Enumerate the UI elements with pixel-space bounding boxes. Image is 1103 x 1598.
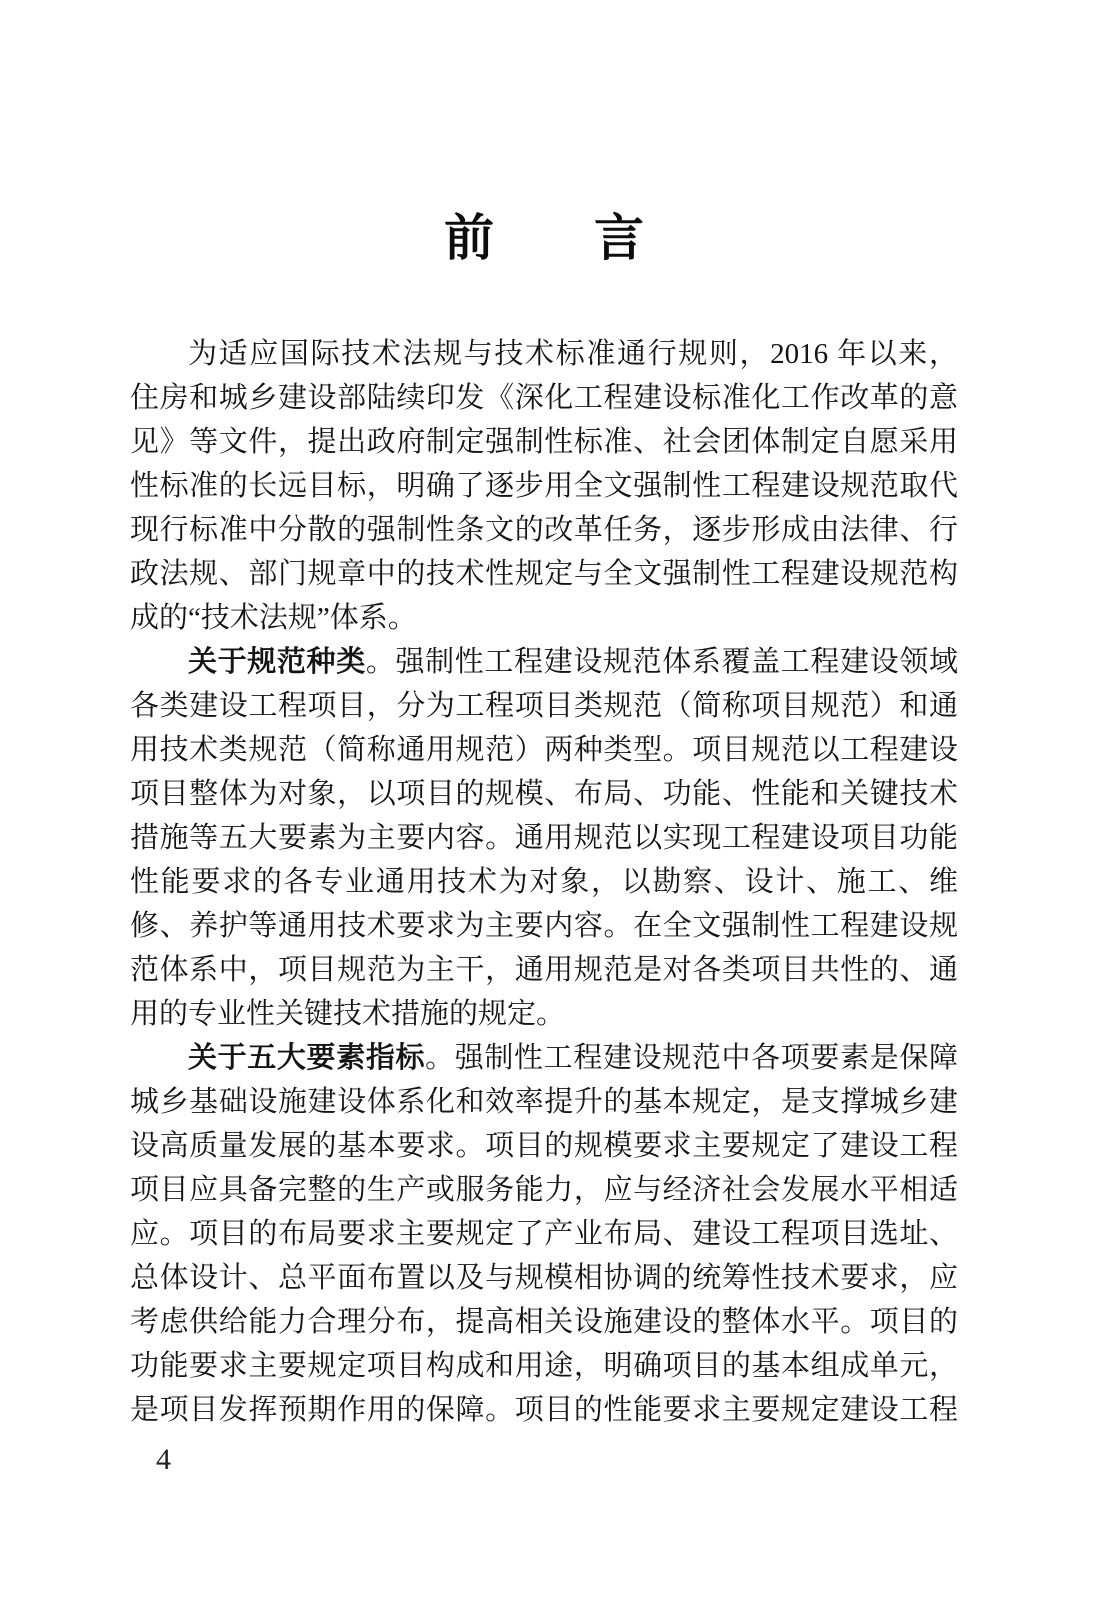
text-line: 现行标准中分散的强制性条文的改革任务，逐步形成由法律、行 [130, 514, 958, 546]
text-line: 政法规、部门规章中的技术性规定与全文强制性工程建设规范构 [130, 558, 958, 590]
text-line: 修、养护等通用技术要求为主要内容。在全文强制性工程建设规 [130, 910, 958, 942]
text-line: 成的“技术法规”体系。 [130, 602, 417, 634]
text-line: 项目应具备完整的生产或服务能力，应与经济社会发展水平相适 [130, 1174, 958, 1206]
text-line: 用的专业性关键技术措施的规定。 [130, 998, 566, 1030]
text-line: 措施等五大要素为主要内容。通用规范以实现工程建设项目功能 [130, 822, 958, 854]
bold-lead-in: 关于规范种类 [188, 646, 366, 678]
text-line: 应。项目的布局要求主要规定了产业布局、建设工程项目选址、 [130, 1218, 958, 1250]
page-number: 4 [156, 1443, 171, 1476]
text-line: 为适应国际技术法规与技术标准通行规则，2016 年以来， [188, 338, 958, 370]
paragraph [130, 640, 958, 1036]
body-text [130, 332, 958, 1432]
text-line: 功能要求主要规定项目构成和用途，明确项目的基本组成单元， [130, 1350, 958, 1382]
text-line: 设高质量发展的基本要求。项目的规模要求主要规定了建设工程 [130, 1130, 958, 1162]
text-line: 用技术类规范（简称通用规范）两种类型。项目规范以工程建设 [130, 734, 958, 766]
text-line: 性标准的长远目标，明确了逐步用全文强制性工程建设规范取代 [130, 470, 958, 502]
text-line: 关于规范种类。强制性工程建设规范体系覆盖工程建设领域 [188, 646, 958, 678]
text-line: 住房和城乡建设部陆续印发《深化工程建设标准化工作改革的意 [130, 382, 958, 414]
paragraph [130, 332, 958, 640]
text-line: 考虑供给能力合理分布，提高相关设施建设的整体水平。项目的 [130, 1306, 958, 1338]
text-line: 各类建设工程项目，分为工程项目类规范（简称项目规范）和通 [130, 690, 958, 722]
text-line: 项目整体为对象，以项目的规模、布局、功能、性能和关键技术 [130, 778, 958, 810]
text-line: 是项目发挥预期作用的保障。项目的性能要求主要规定建设工程 [130, 1394, 958, 1426]
text-line: 范体系中，项目规范为主干，通用规范是对各类项目共性的、通 [130, 954, 958, 986]
bold-lead-in: 关于五大要素指标 [188, 1042, 426, 1074]
text-line: 城乡基础设施建设体系化和效率提升的基本规定，是支撑城乡建 [130, 1086, 958, 1118]
paragraph [130, 1036, 958, 1432]
text-line: 见》等文件，提出政府制定强制性标准、社会团体制定自愿采用 [130, 426, 958, 458]
text-line: 总体设计、总平面布置以及与规模相协调的统筹性技术要求，应 [130, 1262, 958, 1294]
text-line: 关于五大要素指标。强制性工程建设规范中各项要素是保障 [188, 1042, 958, 1074]
page-title: 前 言 [444, 210, 644, 266]
text-line: 性能要求的各专业通用技术为对象，以勘察、设计、施工、维 [130, 866, 958, 898]
